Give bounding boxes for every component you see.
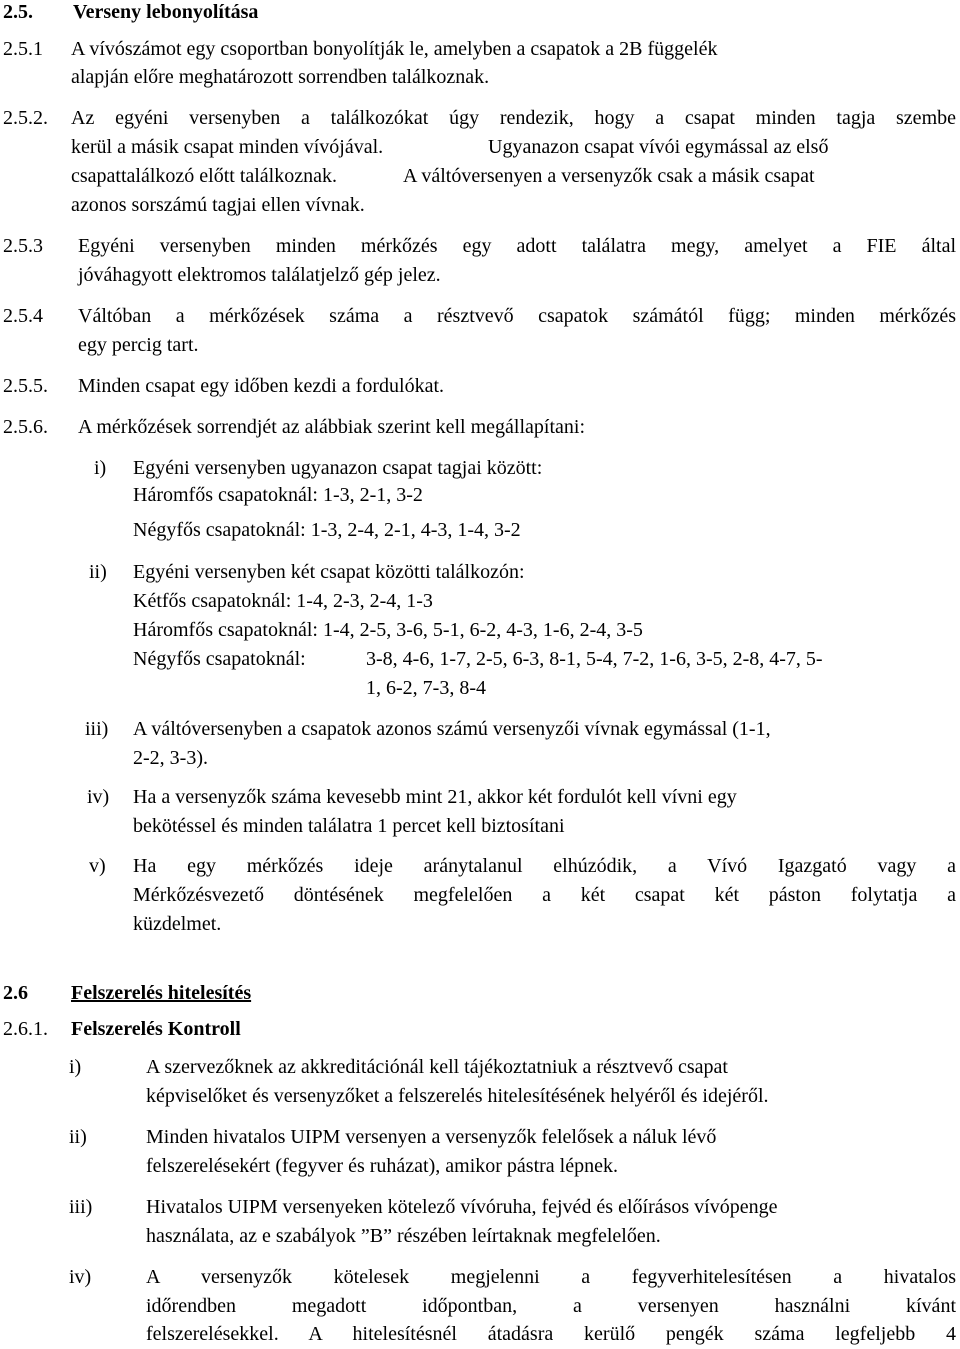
paragraph-number: 2.5.6.: [3, 416, 48, 438]
list-item-line: használata, az e szabályok ”B” részében leírtaknak megfelelően.: [146, 1225, 661, 1247]
section-number: 2.5.: [3, 1, 33, 23]
section-title: Felszerelés hitelesítés: [71, 982, 252, 1004]
list-marker: iv): [87, 786, 110, 808]
list-item-line: Minden hivatalos UIPM versenyen a versenyzők felelősek a náluk lévő: [146, 1126, 717, 1148]
paragraph-number: 2.5.1: [3, 38, 43, 60]
list-marker: iii): [69, 1196, 93, 1218]
list-item-line: Ha a versenyzők száma kevesebb mint 21, akkor két fordulót kell vívni egy: [133, 786, 737, 808]
list-marker: v): [89, 855, 106, 877]
paragraph-line: egy percig tart.: [78, 334, 199, 356]
list-item-line: felszerelésekkel. A hitelesítésnél átadásra kerülő pengék száma legfeljebb 4: [146, 1323, 956, 1345]
list-marker: iii): [85, 718, 109, 740]
list-item-line: Ha egy mérkőzés ideje aránytalanul elhúzódik, a Vívó Igazgató vagy a: [133, 855, 956, 877]
paragraph-number: 2.5.2.: [3, 107, 48, 129]
paragraph-line: kerül a másik csapat minden vívójával.: [71, 136, 384, 158]
paragraph-line: csapattalálkozó előtt találkoznak.: [71, 165, 337, 187]
paragraph-number: 2.5.3: [3, 235, 43, 257]
section-number: 2.6: [3, 982, 28, 1004]
list-item-line: 1, 6-2, 7-3, 8-4: [366, 677, 486, 699]
list-item-line: Háromfős csapatoknál: 1-3, 2-1, 3-2: [133, 484, 423, 506]
list-item-line: Egyéni versenyben ugyanazon csapat tagjai között:: [133, 457, 543, 479]
list-item-line: küzdelmet.: [133, 913, 222, 935]
list-item-line: 2-2, 3-3).: [133, 747, 208, 769]
paragraph-line: jóváhagyott elektromos találatjelző gép jelez.: [78, 264, 441, 286]
list-item-line: A váltóversenyben a csapatok azonos számú versenyzői vívnak egymással (1-1,: [133, 718, 771, 740]
list-marker: ii): [89, 561, 107, 583]
list-marker: i): [69, 1056, 82, 1078]
paragraph-line: Ugyanazon csapat vívói egymással az első: [488, 136, 829, 158]
list-item-line: Mérkőzésvezető döntésének megfelelően a két csapat két páston folytatja a: [133, 884, 956, 906]
list-item-line: A versenyzők kötelesek megjelenni a fegyverhitelesítésen a hivatalos: [146, 1266, 956, 1288]
list-item-line: Háromfős csapatoknál: 1-4, 2-5, 3-6, 5-1, 6-2, 4-3, 1-6, 2-4, 3-5: [133, 619, 643, 641]
paragraph-line: azonos sorszámú tagjai ellen vívnak.: [71, 194, 365, 216]
list-marker: iv): [69, 1266, 92, 1288]
paragraph-line: Váltóban a mérkőzések száma a résztvevő csapatok számától függ; minden mérkőzés: [78, 305, 956, 327]
list-marker: ii): [69, 1126, 87, 1148]
list-item-line: Kétfős csapatoknál: 1-4, 2-3, 2-4, 1-3: [133, 590, 433, 612]
list-item-line: A szervezőknek az akkreditációnál kell tájékoztatniuk a résztvevő csapat: [146, 1056, 728, 1078]
paragraph-number: 2.5.5.: [3, 375, 48, 397]
list-item-line: Négyfős csapatoknál: 1-3, 2-4, 2-1, 4-3, 1-4, 3-2: [133, 519, 521, 541]
paragraph-line: Minden csapat egy időben kezdi a fordulókat.: [78, 375, 444, 397]
list-item-line: 3-8, 4-6, 1-7, 2-5, 6-3, 8-1, 5-4, 7-2, 1-6, 3-5, 2-8, 4-7, 5-: [366, 648, 823, 670]
list-item-line: képviselőket és versenyzőket a felszerelés hitelesítésének helyéről és idejéről.: [146, 1085, 769, 1107]
paragraph-line: A vívószámot egy csoportban bonyolítják le, amelyben a csapatok a 2B függelék: [71, 38, 718, 60]
subsection-title: Felszerelés Kontroll: [71, 1018, 241, 1040]
paragraph-number: 2.5.4: [3, 305, 43, 327]
paragraph-line: alapján előre meghatározott sorrendben találkoznak.: [71, 66, 490, 88]
paragraph-line: A mérkőzések sorrendjét az alábbiak szerint kell megállapítani:: [78, 416, 586, 438]
paragraph-line: A váltóversenyen a versenyzők csak a másik csapat: [403, 165, 815, 187]
list-item-line: időrendben megadott időpontban, a versenyen használni kívánt: [146, 1295, 956, 1317]
paragraph-line: Egyéni versenyben minden mérkőzés egy adott találatra megy, amelyet a FIE által: [78, 235, 956, 257]
list-item-line: Hivatalos UIPM versenyeken kötelező vívóruha, fejvéd és előírásos vívópenge: [146, 1196, 778, 1218]
list-item-line: Egyéni versenyben két csapat közötti találkozón:: [133, 561, 525, 583]
list-item-line: felszerelésekért (fegyver és ruházat), amikor pástra lépnek.: [146, 1155, 618, 1177]
subsection-number: 2.6.1.: [3, 1018, 48, 1040]
list-item-line: bekötéssel és minden találatra 1 percet kell biztosítani: [133, 815, 565, 837]
paragraph-line: Az egyéni versenyben a találkozókat úgy rendezik, hogy a csapat minden tagja szembe: [71, 107, 956, 129]
list-item-line: Négyfős csapatoknál:: [133, 648, 306, 670]
list-marker: i): [94, 457, 107, 479]
section-title: Verseny lebonyolítása: [73, 1, 259, 23]
